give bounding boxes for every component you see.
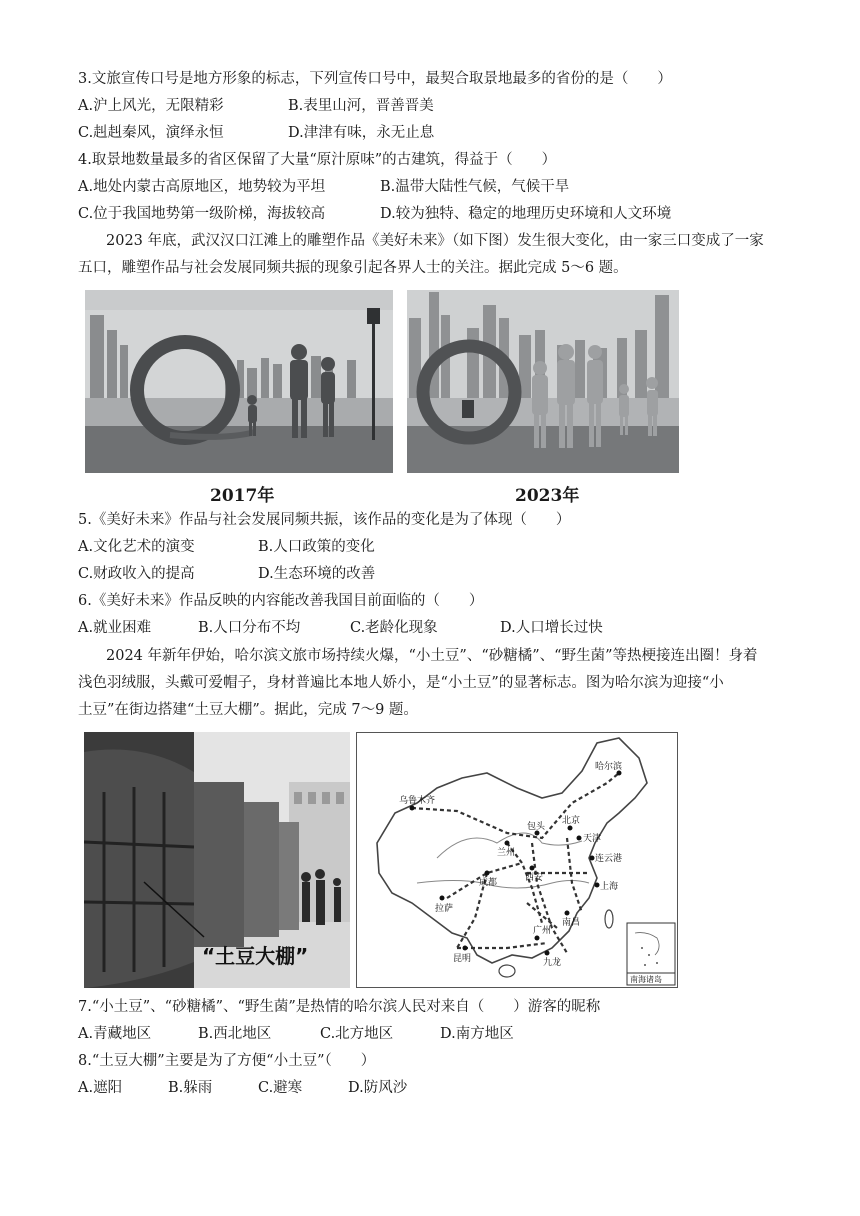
sculpture-2017-illustration [85, 290, 393, 473]
question-7-option-a: A.青藏地区 [78, 1026, 152, 1042]
taiwan-island [605, 910, 613, 928]
passage-1-line-1: 2023 年底，武汉汉口江滩上的雕塑作品《美好未来》（如下图）发生很大变化，由一家三口变成了一家 [106, 233, 764, 249]
city-label-baotou: 包头 [527, 822, 546, 832]
question-5-option-a: A.文化艺术的演变 [78, 539, 195, 555]
question-8-option-d: D.防风沙 [348, 1080, 408, 1096]
city-label-xian: 西安 [525, 873, 544, 883]
city-markers [410, 771, 622, 956]
question-5-option-c: C.财政收入的提高 [78, 566, 195, 582]
city-label-nanchang: 南昌 [562, 918, 581, 928]
question-6-option-c: C.老龄化现象 [350, 620, 438, 636]
question-8-option-a: A.遮阳 [78, 1080, 123, 1096]
question-7-option-b: B.西北地区 [198, 1026, 272, 1042]
city-label-lanzhou: 兰州 [497, 848, 516, 858]
question-3-option-d: D.津津有味，永无止息 [288, 125, 435, 141]
city-label-tianjin: 天津 [583, 834, 602, 844]
city-label-shanghai: 上海 [600, 882, 619, 892]
city-label-kunming: 昆明 [453, 954, 472, 964]
figure-1-caption-2023: 2023年 [515, 486, 580, 506]
city-label-kowloon: 九龙 [543, 958, 562, 968]
city-label-chengdu: 成都 [479, 878, 498, 888]
question-3-option-b: B.表里山河，晋善晋美 [288, 98, 434, 114]
question-5-option-d: D.生态环境的改善 [258, 566, 376, 582]
city-label-guangzhou: 广州 [533, 926, 552, 936]
passage-2-line-3: 土豆”在街边搭建“土豆大棚”。据此，完成 7～9 题。 [78, 702, 418, 718]
potato-shed-photo [84, 732, 350, 988]
question-7-stem: 7.“小土豆”、“砂糖橘”、“野生菌”是热情的哈尔滨人民对来自（ ）游客的昵称 [78, 999, 601, 1015]
question-7-option-c: C.北方地区 [320, 1026, 394, 1042]
question-3-option-a: A.沪上风光，无限精彩 [78, 98, 224, 114]
passage-1-line-2: 五口，雕塑作品与社会发展同频共振的现象引起各界人士的关注。据此完成 5～6 题。 [78, 260, 628, 276]
question-6-option-a: A.就业困难 [78, 620, 152, 636]
question-4-option-c: C.位于我国地势第一级阶梯，海拔较高 [78, 206, 326, 222]
question-8-option-b: B.躲雨 [168, 1080, 213, 1096]
question-8-stem: 8.“土豆大棚”主要是为了方便“小土豆”（ ） [78, 1053, 376, 1069]
passage-2-line-1: 2024 年新年伊始，哈尔滨文旅市场持续火爆，“小土豆”、“砂糖橘”、“野生菌”等热梗接连出圈！身着 [106, 648, 758, 664]
hainan-island [499, 965, 515, 977]
city-label-lianyungang: 连云港 [595, 854, 623, 864]
passage-2-line-2: 浅色羽绒服，头戴可爱帽子，身材普遍比本地人娇小，是“小土豆”的显著标志。图为哈尔滨为迎接“小 [78, 675, 724, 691]
question-4-option-d: D.较为独特、稳定的地理历史环境和人文环境 [380, 206, 672, 222]
question-6-option-d: D.人口增长过快 [500, 620, 603, 636]
question-3-option-c: C.赳赳秦风，演绎永恒 [78, 125, 224, 141]
china-railway-map [356, 732, 678, 988]
city-label-beijing: 北京 [562, 816, 581, 826]
question-4-option-a: A.地处内蒙古高原地区，地势较为平坦 [78, 179, 326, 195]
question-6-option-b: B.人口分布不均 [198, 620, 301, 636]
yangtze-river [417, 881, 589, 889]
figure-1-caption-2017: 2017年 [210, 486, 275, 506]
question-6-stem: 6.《美好未来》作品反映的内容能改善我国目前面临的（ ） [78, 593, 484, 609]
potato-shed-label: “土豆大棚” [202, 944, 309, 968]
city-label-harbin: 哈尔滨 [595, 762, 623, 772]
question-8-option-c: C.避寒 [258, 1080, 303, 1096]
question-4-option-b: B.温带大陆性气候，气候干旱 [380, 179, 570, 195]
question-4-stem: 4.取景地数量最多的省区保留了大量“原汁原味”的古建筑，得益于（ ） [78, 152, 557, 168]
city-label-lhasa: 拉萨 [435, 904, 454, 914]
question-7-option-d: D.南方地区 [440, 1026, 514, 1042]
city-label-urumqi: 乌鲁木齐 [399, 796, 436, 806]
question-3-stem: 3.文旅宣传口号是地方形象的标志，下列宣传口号中，最契合取景地最多的省份的是（ ） [78, 71, 672, 87]
sculpture-2023-illustration [407, 290, 679, 473]
question-5-option-b: B.人口政策的变化 [258, 539, 375, 555]
south-sea-islands-label: 南海诸岛 [630, 975, 662, 984]
sculpture-photo-2023 [407, 290, 679, 473]
china-map-illustration [357, 733, 677, 987]
sculpture-photo-2017 [85, 290, 393, 473]
question-5-stem: 5.《美好未来》作品与社会发展同频共振，该作品的变化是为了体现（ ） [78, 512, 571, 528]
